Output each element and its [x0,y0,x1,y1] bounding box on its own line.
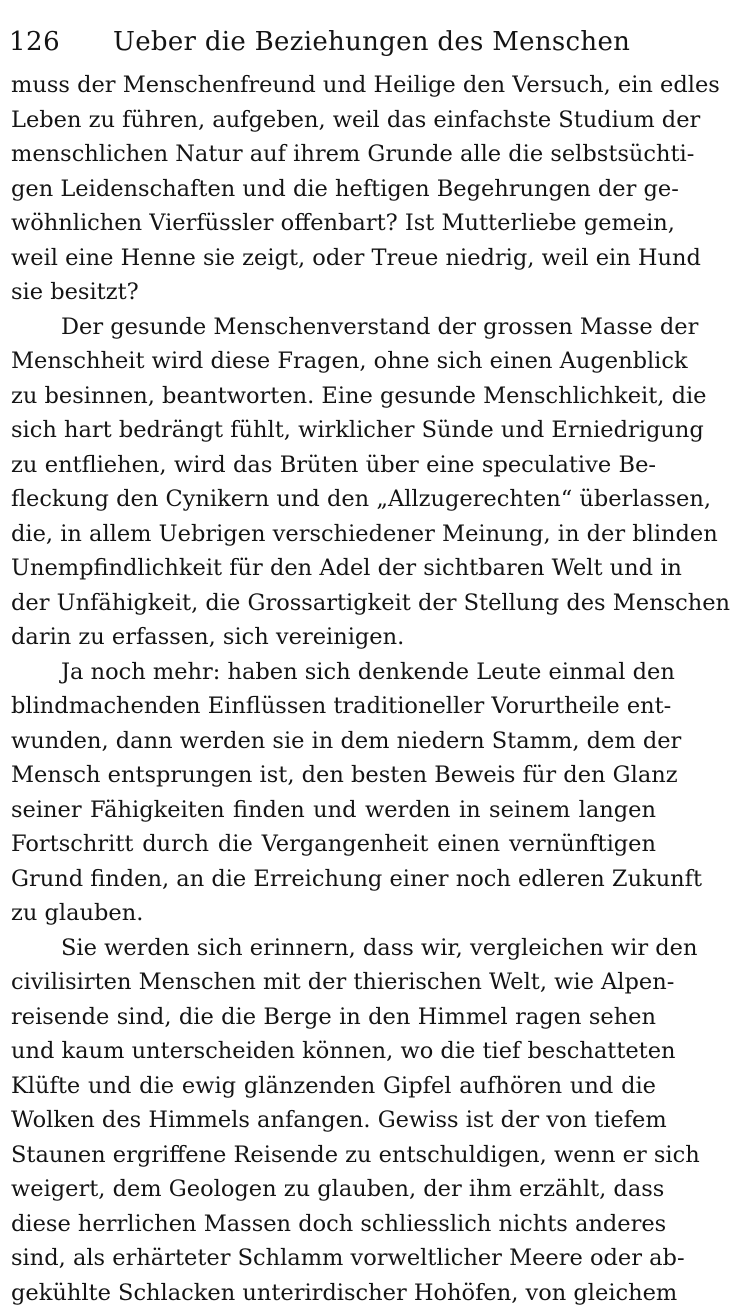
text-line: gekühlte Schlacken unterirdischer Hohöfen, von gleichem [11,1276,656,1310]
text-line: Mensch entsprungen ist, den besten Beweis für den Glanz [11,758,656,793]
page-number: 126 [9,22,60,62]
text-line: sie besitzt? [11,275,656,310]
text-line: Grund finden, an die Erreichung einer noch edleren Zukunft [11,862,656,897]
text-line: seiner Fähigkeiten finden und werden in seinem langen [11,793,656,828]
text-line: wöhnlichen Vierfüssler offenbart? Ist Mutterliebe gemein, [11,206,656,241]
text-line: Ja noch mehr: haben sich denkende Leute einmal den [11,655,656,690]
text-line: Fortschritt durch die Vergangenheit einen vernünftigen [11,827,656,862]
text-line: Menschheit wird diese Fragen, ohne sich einen Augenblick [11,344,656,379]
text-line: blindmachenden Einflüssen traditioneller Vorurtheile ent- [11,689,656,724]
text-line: der Unfähigkeit, die Grossartigkeit der Stellung des Menschen [11,586,656,621]
text-line: gen Leidenschaften und die heftigen Begehrungen der ge- [11,172,656,207]
page-header [9,22,649,62]
text-line: und kaum unterscheiden können, wo die tief beschatteten [11,1034,656,1069]
text-line: sind, als erhärteter Schlamm vorweltlicher Meere oder ab- [11,1241,656,1276]
text-line: sich hart bedrängt fühlt, wirklicher Sünde und Erniedrigung [11,413,656,448]
text-line: weigert, dem Geologen zu glauben, der ihm erzählt, dass [11,1172,656,1207]
text-line: fleckung den Cynikern und den „Allzugerechten“ überlassen, [11,482,656,517]
text-line: zu besinnen, beantworten. Eine gesunde Menschlichkeit, die [11,379,656,414]
text-line: Leben zu führen, aufgeben, weil das einfachste Studium der [11,103,656,138]
text-line: Unempfindlichkeit für den Adel der sichtbaren Welt und in [11,551,656,586]
running-head: Ueber die Beziehungen des Menschen [113,22,630,62]
text-line: civilisirten Menschen mit der thierischen Welt, wie Alpen- [11,965,656,1000]
text-line: zu entfliehen, wird das Brüten über eine speculative Be- [11,448,656,483]
text-line: die, in allem Uebrigen verschiedener Meinung, in der blinden [11,517,656,552]
text-line: Wolken des Himmels anfangen. Gewiss ist der von tiefem [11,1103,656,1138]
text-line: muss der Menschenfreund und Heilige den Versuch, ein edles [11,68,656,103]
text-line: reisende sind, die die Berge in den Himmel ragen sehen [11,1000,656,1035]
body-text [11,68,656,1310]
text-line: Der gesunde Menschenverstand der grossen Masse der [11,310,656,345]
text-line: diese herrlichen Massen doch schliesslich nichts anderes [11,1207,656,1242]
text-line: darin zu erfassen, sich vereinigen. [11,620,656,655]
text-line: zu glauben. [11,896,656,931]
text-line: Sie werden sich erinnern, dass wir, vergleichen wir den [11,931,656,966]
text-line: menschlichen Natur auf ihrem Grunde alle die selbstsüchti- [11,137,656,172]
text-line: Staunen ergriffene Reisende zu entschuldigen, wenn er sich [11,1138,656,1173]
text-line: weil eine Henne sie zeigt, oder Treue niedrig, weil ein Hund [11,241,656,276]
text-line: Klüfte und die ewig glänzenden Gipfel aufhören und die [11,1069,656,1104]
text-line: wunden, dann werden sie in dem niedern Stamm, dem der [11,724,656,759]
